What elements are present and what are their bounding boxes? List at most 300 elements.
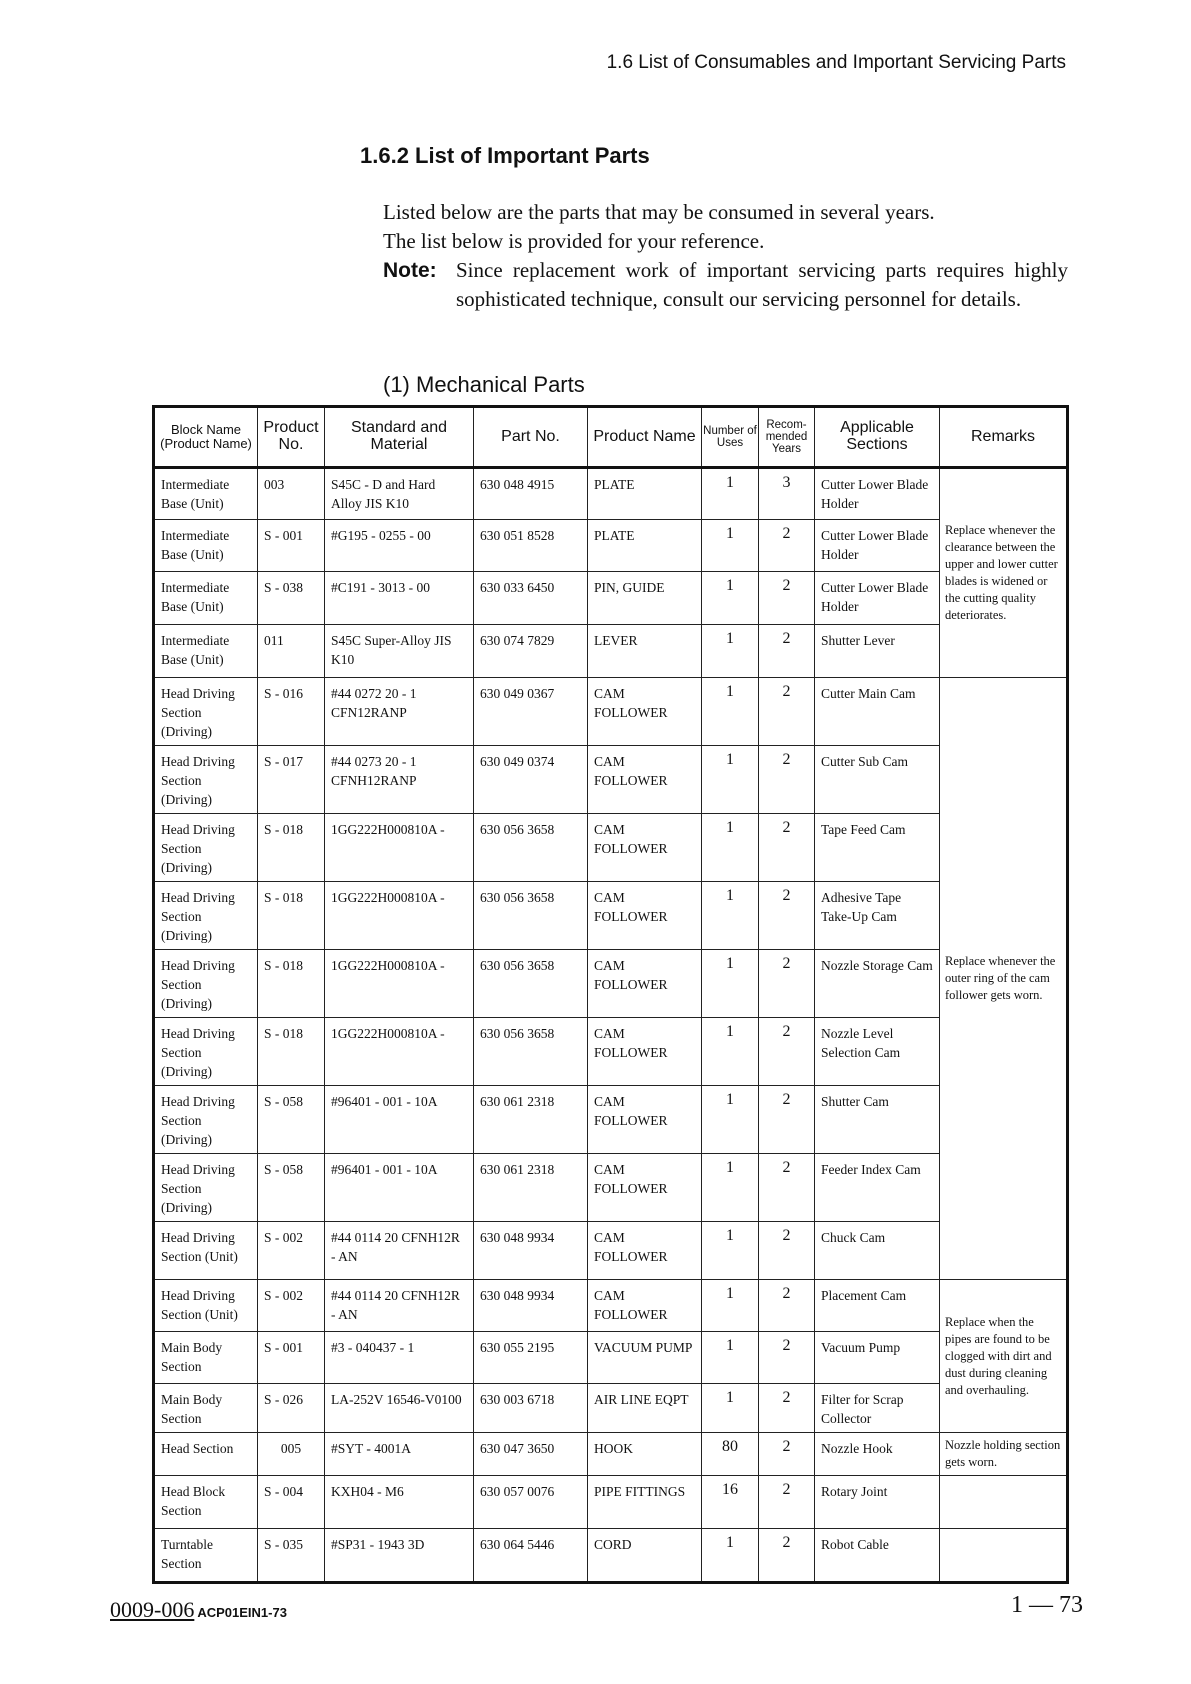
applicable-sections-cell [815,882,940,950]
block-name-cell [154,1222,258,1280]
product-no-cell-text: S - 058 [264,1094,304,1109]
number-of-uses-cell [702,520,759,572]
part-no-cell [474,1086,588,1154]
part-no-cell-text: 630 003 6718 [480,1392,555,1407]
recommended-years-cell-text: 2 [782,1337,791,1354]
standard-material-cell [325,746,474,814]
block-name-cell-text: Main Body Section [161,1340,223,1374]
product-no-cell [258,1280,325,1332]
standard-material-cell-text: 1GG222H000810A - [331,1026,445,1041]
important-parts-table [152,405,1069,1584]
col-header-number-of-uses: Number of Uses [702,407,759,468]
table-body [154,468,1068,1583]
standard-material-cell-text: #SYT - 4001A [331,1441,412,1456]
standard-material-cell-text: #44 0273 20 - 1 CFNH12RANP [331,754,417,788]
part-no-cell [474,520,588,572]
number-of-uses-cell [702,1222,759,1280]
applicable-sections-cell [815,1280,940,1332]
part-no-cell [474,572,588,625]
number-of-uses-cell [702,1086,759,1154]
product-name-cell-text: CAM FOLLOWER [594,754,668,788]
block-name-cell-text: Head Driving Section (Unit) [161,1230,238,1264]
product-name-cell [588,746,702,814]
standard-material-cell-text: 1GG222H000810A - [331,822,445,837]
number-of-uses-cell-text: 1 [726,1534,734,1551]
block-name-cell [154,520,258,572]
applicable-sections-cell-text: Adhesive Tape Take-Up Cam [821,890,902,924]
recommended-years-cell-text: 2 [782,525,791,542]
number-of-uses-cell-text: 1 [726,1023,734,1040]
applicable-sections-cell [815,1018,940,1086]
part-no-cell-text: 630 056 3658 [480,1026,555,1041]
product-no-cell [258,1332,325,1384]
part-no-cell-text: 630 048 4915 [480,477,555,492]
col-header-recommended-years: Recom-mended Years [759,407,815,468]
number-of-uses-cell-text: 1 [726,577,734,594]
applicable-sections-cell-text: Cutter Lower Blade Holder [821,477,929,511]
part-no-cell-text: 630 061 2318 [480,1162,555,1177]
footer-doc-id [110,1597,287,1623]
product-no-cell-text: S - 018 [264,890,304,905]
remarks-text: Nozzle holding section gets worn. [945,1438,1061,1469]
intro-line-1: Listed below are the parts that may be consumed in several years. [383,200,935,224]
block-name-cell-text: Intermediate Base (Unit) [161,528,230,562]
part-no-cell [474,1154,588,1222]
standard-material-cell-text: #G195 - 0255 - 00 [331,528,431,543]
product-name-cell-text: CAM FOLLOWER [594,1094,668,1128]
standard-material-cell-text: #96401 - 001 - 10A [331,1094,438,1109]
standard-material-cell-text: #C191 - 3013 - 00 [331,580,430,595]
standard-material-cell-text: LA-252V 16546-V0100 [331,1392,462,1407]
applicable-sections-cell-text: Filter for Scrap Collector [821,1392,904,1426]
applicable-sections-cell [815,1332,940,1384]
product-name-cell [588,1018,702,1086]
recommended-years-cell [759,520,815,572]
product-name-cell [588,1086,702,1154]
block-name-cell-text: Intermediate Base (Unit) [161,580,230,614]
table-row [154,520,1068,572]
table-row [154,1154,1068,1222]
recommended-years-cell-text: 2 [782,683,791,700]
recommended-years-cell [759,1529,815,1583]
product-name-cell [588,950,702,1018]
part-no-cell-text: 630 048 9934 [480,1230,555,1245]
remarks-cell [940,468,1068,678]
recommended-years-cell [759,1476,815,1529]
number-of-uses-cell-text: 1 [726,819,734,836]
block-name-cell-text: Head Driving Section (Driving) [161,754,235,807]
standard-material-cell-text: #3 - 040437 - 1 [331,1340,415,1355]
recommended-years-cell [759,1332,815,1384]
product-no-cell-text: S - 018 [264,1026,304,1041]
recommended-years-cell [759,1433,815,1476]
standard-material-cell-text: S45C - D and Hard Alloy JIS K10 [331,477,436,511]
product-name-cell-text: CAM FOLLOWER [594,1230,668,1264]
number-of-uses-cell-text: 16 [722,1481,738,1498]
applicable-sections-cell [815,468,940,520]
part-no-cell-text: 630 049 0367 [480,686,555,701]
product-name-cell-text: CAM FOLLOWER [594,1026,668,1060]
applicable-sections-cell-text: Cutter Lower Blade Holder [821,580,929,614]
number-of-uses-cell-text: 1 [726,1337,734,1354]
standard-material-cell-text: #44 0114 20 CFNH12R - AN [331,1288,460,1322]
remarks-text: Replace whenever the outer ring of the cam follower gets worn. [945,954,1056,1002]
applicable-sections-cell [815,1154,940,1222]
product-no-cell-text: 005 [280,1441,302,1456]
block-name-cell-text: Head Driving Section (Driving) [161,958,235,1011]
part-no-cell [474,1332,588,1384]
col-header-standard-material: Standard and Material [325,407,474,468]
number-of-uses-cell [702,1433,759,1476]
recommended-years-cell [759,678,815,746]
product-no-cell-text: S - 017 [264,754,304,769]
table-row [154,1018,1068,1086]
block-name-cell [154,1384,258,1433]
table-row [154,1433,1068,1476]
product-no-cell [258,1384,325,1433]
applicable-sections-cell [815,1384,940,1433]
recommended-years-cell [759,1222,815,1280]
product-name-cell [588,1154,702,1222]
product-no-cell-text: S - 058 [264,1162,304,1177]
product-name-cell [588,572,702,625]
product-no-cell [258,1154,325,1222]
number-of-uses-cell-text: 1 [726,955,734,972]
applicable-sections-cell [815,1476,940,1529]
block-name-cell [154,1280,258,1332]
number-of-uses-cell [702,1018,759,1086]
recommended-years-cell [759,1018,815,1086]
recommended-years-cell-text: 2 [782,751,791,768]
page-number: 1 — 73 [1011,1592,1083,1618]
product-name-cell [588,1384,702,1433]
table-row [154,625,1068,678]
number-of-uses-cell [702,1476,759,1529]
block-name-cell [154,746,258,814]
block-name-cell [154,814,258,882]
number-of-uses-cell [702,1280,759,1332]
intro-line-2: The list below is provided for your reference. [383,229,765,253]
block-name-cell-text: Intermediate Base (Unit) [161,633,230,667]
note-text: Since replacement work of important servicing parts requires highly sophisticated technique, consult our servicing personnel for details. [456,258,1068,311]
applicable-sections-cell-text: Feeder Index Cam [821,1162,921,1177]
recommended-years-cell [759,1086,815,1154]
number-of-uses-cell [702,1154,759,1222]
recommended-years-cell [759,1280,815,1332]
recommended-years-cell [759,468,815,520]
remarks-text [940,1476,1066,1484]
footer-doc-sub: ACP01EIN1-73 [197,1605,287,1620]
standard-material-cell [325,678,474,746]
applicable-sections-cell-text: Vacuum Pump [821,1340,901,1355]
remarks-cell [940,1433,1068,1476]
applicable-sections-cell [815,746,940,814]
standard-material-cell [325,520,474,572]
product-no-cell [258,746,325,814]
footer-doc-code: 0009-006 [110,1597,195,1622]
number-of-uses-cell [702,625,759,678]
running-header: 1.6 List of Consumables and Important Servicing Parts [606,52,1066,73]
recommended-years-cell-text: 2 [782,1389,791,1406]
col-header-applicable-sections: Applicable Sections [815,407,940,468]
applicable-sections-cell-text: Robot Cable [821,1537,889,1552]
standard-material-cell [325,882,474,950]
product-name-cell-text: PLATE [594,477,635,492]
recommended-years-cell [759,625,815,678]
recommended-years-cell-text: 2 [782,577,791,594]
block-name-cell [154,1529,258,1583]
block-name-cell-text: Turntable Section [161,1537,214,1571]
product-name-cell-text: CAM FOLLOWER [594,686,668,720]
applicable-sections-cell [815,678,940,746]
product-no-cell-text: S - 001 [264,528,304,543]
product-no-cell [258,950,325,1018]
product-no-cell-text: S - 038 [264,580,304,595]
number-of-uses-cell-text: 1 [726,887,734,904]
block-name-cell-text: Head Driving Section (Driving) [161,1094,235,1147]
part-no-cell [474,1476,588,1529]
subsection-title: (1) Mechanical Parts [383,372,585,397]
part-no-cell-text: 630 055 2195 [480,1340,555,1355]
number-of-uses-cell-text: 1 [726,1159,734,1176]
recommended-years-cell-text: 2 [782,1481,791,1498]
note-label: Note: [383,259,437,282]
part-no-cell [474,468,588,520]
standard-material-cell-text: #96401 - 001 - 10A [331,1162,438,1177]
recommended-years-cell [759,1154,815,1222]
recommended-years-cell [759,572,815,625]
part-no-cell [474,1018,588,1086]
part-no-cell-text: 630 048 9934 [480,1288,555,1303]
standard-material-cell-text: 1GG222H000810A - [331,890,445,905]
number-of-uses-cell-text: 1 [726,1091,734,1108]
table-row [154,1222,1068,1280]
block-name-cell [154,882,258,950]
recommended-years-cell [759,950,815,1018]
number-of-uses-cell [702,814,759,882]
number-of-uses-cell-text: 1 [726,474,734,491]
table-row [154,882,1068,950]
recommended-years-cell-text: 2 [782,887,791,904]
product-name-cell [588,625,702,678]
standard-material-cell-text: 1GG222H000810A - [331,958,445,973]
part-no-cell-text: 630 057 0076 [480,1484,555,1499]
applicable-sections-cell-text: Placement Cam [821,1288,907,1303]
part-no-cell-text: 630 047 3650 [480,1441,555,1456]
remarks-cell [940,678,1068,1280]
block-name-cell [154,1332,258,1384]
product-name-cell [588,1476,702,1529]
product-no-cell [258,678,325,746]
part-no-cell [474,882,588,950]
product-name-cell [588,678,702,746]
number-of-uses-cell [702,678,759,746]
product-no-cell [258,572,325,625]
table-row [154,1280,1068,1332]
block-name-cell [154,950,258,1018]
number-of-uses-cell [702,882,759,950]
remarks-text [940,1529,1066,1537]
number-of-uses-cell-text: 80 [722,1438,738,1455]
product-name-cell-text: PIN, GUIDE [594,580,665,595]
block-name-cell [154,1018,258,1086]
remarks-text: Replace whenever the clearance between the upper and lower cutter blades is widened or the cutting quality deteriorates. [945,523,1058,622]
product-name-cell-text: LEVER [594,633,638,648]
part-no-cell-text: 630 056 3658 [480,890,555,905]
recommended-years-cell [759,814,815,882]
product-no-cell-text: S - 004 [264,1484,304,1499]
product-name-cell-text: CAM FOLLOWER [594,958,668,992]
product-no-cell-text: S - 018 [264,958,304,973]
product-no-cell [258,1018,325,1086]
recommended-years-cell [759,1384,815,1433]
standard-material-cell [325,625,474,678]
standard-material-cell [325,468,474,520]
block-name-cell [154,1154,258,1222]
table-row [154,1086,1068,1154]
recommended-years-cell-text: 2 [782,1534,791,1551]
number-of-uses-cell [702,746,759,814]
table-row [154,1476,1068,1529]
product-name-cell-text: PIPE FITTINGS [594,1484,686,1499]
product-name-cell [588,814,702,882]
part-no-cell-text: 630 051 8528 [480,528,555,543]
number-of-uses-cell-text: 1 [726,683,734,700]
applicable-sections-cell-text: Rotary Joint [821,1484,888,1499]
standard-material-cell [325,1433,474,1476]
recommended-years-cell-text: 2 [782,630,791,647]
number-of-uses-cell [702,468,759,520]
recommended-years-cell-text: 2 [782,1227,791,1244]
part-no-cell [474,678,588,746]
product-name-cell [588,520,702,572]
product-no-cell-text: S - 026 [264,1392,304,1407]
part-no-cell [474,746,588,814]
table-row [154,1332,1068,1384]
product-no-cell [258,814,325,882]
table-row [154,1529,1068,1583]
recommended-years-cell-text: 2 [782,955,791,972]
standard-material-cell [325,1476,474,1529]
block-name-cell-text: Main Body Section [161,1392,223,1426]
applicable-sections-cell [815,1433,940,1476]
applicable-sections-cell [815,1529,940,1583]
number-of-uses-cell-text: 1 [726,1389,734,1406]
product-no-cell [258,1086,325,1154]
section-title: 1.6.2 List of Important Parts [360,143,650,168]
part-no-cell-text: 630 033 6450 [480,580,555,595]
standard-material-cell-text: S45C Super-Alloy JIS K10 [331,633,452,667]
product-no-cell [258,468,325,520]
block-name-cell [154,572,258,625]
block-name-cell [154,1433,258,1476]
applicable-sections-cell-text: Cutter Lower Blade Holder [821,528,929,562]
applicable-sections-cell-text: Chuck Cam [821,1230,886,1245]
part-no-cell [474,1529,588,1583]
table-row [154,950,1068,1018]
product-name-cell-text: CAM FOLLOWER [594,890,668,924]
block-name-cell-text: Head Block Section [161,1484,226,1518]
standard-material-cell [325,1086,474,1154]
product-name-cell [588,468,702,520]
col-header-part-no: Part No. [474,407,588,468]
product-name-cell-text: CAM FOLLOWER [594,1162,668,1196]
standard-material-cell [325,1018,474,1086]
note [383,256,1068,314]
standard-material-cell-text: #SP31 - 1943 3D [331,1537,425,1552]
standard-material-cell [325,1280,474,1332]
table-row [154,468,1068,520]
number-of-uses-cell [702,1529,759,1583]
product-name-cell-text: CAM FOLLOWER [594,1288,668,1322]
block-name-cell-text: Head Driving Section (Driving) [161,1162,235,1215]
product-no-cell-text: S - 035 [264,1537,304,1552]
col-header-block-name: Block Name (Product Name) [154,407,258,468]
part-no-cell [474,814,588,882]
col-header-remarks: Remarks [940,407,1068,468]
product-no-cell-text: S - 002 [264,1230,304,1245]
part-no-cell-text: 630 074 7829 [480,633,555,648]
block-name-cell-text: Head Driving Section (Driving) [161,1026,235,1079]
applicable-sections-cell [815,1222,940,1280]
product-no-cell [258,1476,325,1529]
table-row [154,572,1068,625]
standard-material-cell [325,1222,474,1280]
number-of-uses-cell-text: 1 [726,525,734,542]
table-row [154,678,1068,746]
standard-material-cell-text: #44 0272 20 - 1 CFN12RANP [331,686,417,720]
standard-material-cell [325,1529,474,1583]
product-no-cell [258,882,325,950]
part-no-cell [474,1222,588,1280]
recommended-years-cell-text: 2 [782,1159,791,1176]
product-name-cell-text: CAM FOLLOWER [594,822,668,856]
block-name-cell-text: Head Driving Section (Driving) [161,686,235,739]
remarks-text: Replace when the pipes are found to be clogged with dirt and dust during cleaning and overhauling. [945,1314,1052,1397]
applicable-sections-cell-text: Shutter Lever [821,633,895,648]
standard-material-cell [325,572,474,625]
number-of-uses-cell [702,572,759,625]
part-no-cell [474,1280,588,1332]
part-no-cell [474,1433,588,1476]
recommended-years-cell-text: 2 [782,1438,791,1455]
product-name-cell-text: PLATE [594,528,635,543]
product-no-cell-text: S - 001 [264,1340,304,1355]
standard-material-cell-text: KXH04 - M6 [331,1484,404,1499]
number-of-uses-cell-text: 1 [726,1227,734,1244]
product-no-cell [258,1433,325,1476]
applicable-sections-cell [815,625,940,678]
product-no-cell [258,1529,325,1583]
part-no-cell [474,1384,588,1433]
block-name-cell-text: Head Section [161,1441,234,1456]
table-row [154,814,1068,882]
applicable-sections-cell-text: Tape Feed Cam [821,822,906,837]
table-row [154,1384,1068,1433]
block-name-cell [154,1086,258,1154]
applicable-sections-cell [815,572,940,625]
product-name-cell-text: AIR LINE EQPT [594,1392,689,1407]
remarks-cell [940,1476,1068,1529]
applicable-sections-cell [815,520,940,572]
intro-text [383,198,1068,314]
col-header-product-name: Product Name [588,407,702,468]
block-name-cell [154,468,258,520]
standard-material-cell [325,1332,474,1384]
recommended-years-cell [759,746,815,814]
block-name-cell [154,678,258,746]
recommended-years-cell-text: 2 [782,1091,791,1108]
